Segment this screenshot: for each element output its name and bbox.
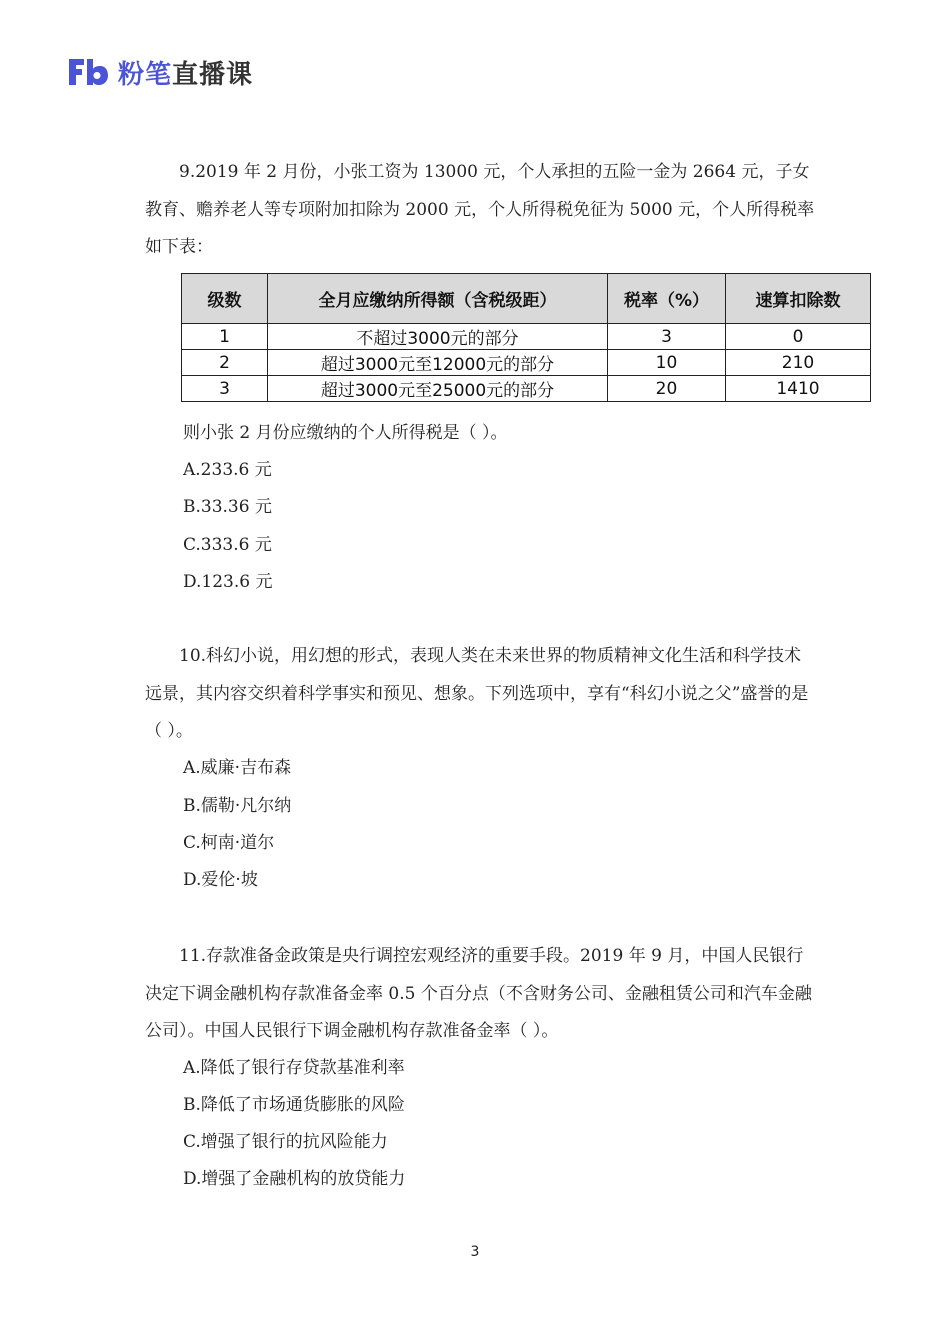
table-cell: 3 <box>608 324 726 350</box>
table-cell: 20 <box>608 376 726 402</box>
question-10-stem <box>145 638 817 751</box>
table-header-row <box>182 274 871 324</box>
table-cell: 1 <box>182 324 268 350</box>
fb-logo-icon <box>66 55 110 89</box>
option-b[interactable]: B.33.36 元 <box>183 497 272 517</box>
page-number: 3 <box>470 1244 480 1260</box>
table-cell: 1410 <box>726 376 871 402</box>
question-11-stem <box>145 938 817 1051</box>
table-row <box>182 376 871 402</box>
option-a[interactable]: A.降低了银行存贷款基准利率 <box>183 1058 405 1078</box>
option-d[interactable]: D.123.6 元 <box>183 572 273 592</box>
option-b[interactable]: B.降低了市场通货膨胀的风险 <box>183 1095 405 1115</box>
tax-rate-table <box>181 273 871 402</box>
table-cell: 不超过3000元的部分 <box>268 324 608 350</box>
table-cell: 超过3000元至12000元的部分 <box>268 350 608 376</box>
option-c[interactable]: C.增强了银行的抗风险能力 <box>183 1132 388 1152</box>
table-header-cell: 全月应缴纳所得额（含税级距） <box>268 274 608 324</box>
table-cell: 10 <box>608 350 726 376</box>
question-9-prompt: 则小张 2 月份应缴纳的个人所得税是（ ）。 <box>183 423 508 443</box>
option-a[interactable]: A.233.6 元 <box>183 460 272 480</box>
option-b[interactable]: B.儒勒·凡尔纳 <box>183 796 292 816</box>
table-header-cell: 速算扣除数 <box>726 274 871 324</box>
table-cell: 超过3000元至25000元的部分 <box>268 376 608 402</box>
option-c[interactable]: C.333.6 元 <box>183 535 272 555</box>
option-a[interactable]: A.威廉·吉布森 <box>183 758 292 778</box>
question-10-text: 10.科幻小说，用幻想的形式，表现人类在未来世界的物质精神文化生活和科学技术远景，其内容交织着科学事实和预见、想象。下列选项中，享有“科幻小说之父”盛誉的是（ ）。 <box>145 646 809 741</box>
table-cell: 3 <box>182 376 268 402</box>
table-row <box>182 324 871 350</box>
table-row <box>182 350 871 376</box>
option-c[interactable]: C.柯南·道尔 <box>183 833 275 853</box>
logo-text: 粉笔直播课 <box>118 59 254 90</box>
option-d[interactable]: D.爱伦·坡 <box>183 870 258 890</box>
table-cell: 2 <box>182 350 268 376</box>
brand-logo <box>66 52 253 92</box>
question-9-stem <box>145 154 817 267</box>
table-header-cell: 税率（%） <box>608 274 726 324</box>
table-cell: 210 <box>726 350 871 376</box>
table-header-cell: 级数 <box>182 274 268 324</box>
question-9-text: 9.2019 年 2 月份，小张工资为 13000 元，个人承担的五险一金为 2664 元，子女教育、赡养老人等专项附加扣除为 2000 元，个人所得税免征为 5000 元，个人所得税率如下表： <box>145 162 815 257</box>
option-d[interactable]: D.增强了金融机构的放贷能力 <box>183 1169 406 1189</box>
question-11-text: 11.存款准备金政策是央行调控宏观经济的重要手段。2019 年 9 月，中国人民银行决定下调金融机构存款准备金率 0.5 个百分点（不含财务公司、金融租赁公司和汽车金融公司）。中国人民银行下调金融机构存款准备金率（ ）。 <box>145 946 812 1041</box>
table-cell: 0 <box>726 324 871 350</box>
